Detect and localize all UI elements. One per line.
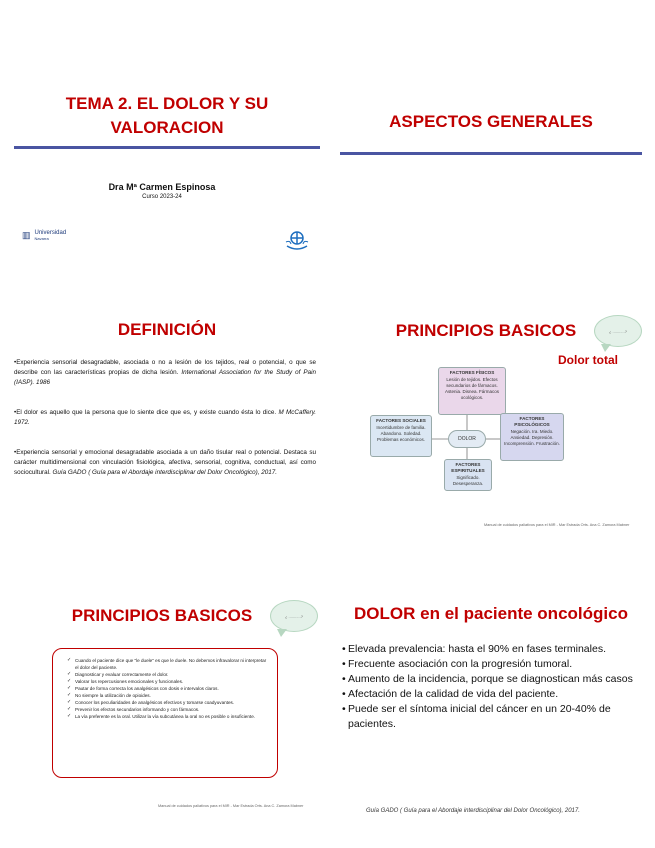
slide-2-title: ASPECTOS GENERALES	[389, 112, 593, 131]
slide-3	[12, 310, 322, 510]
bullet-item: • Elevada prevalencia: hasta el 90% en fases terminales.	[342, 642, 640, 657]
university-logo	[22, 230, 66, 241]
slide-1-title: TEMA 2. EL DOLOR Y SU VALORACION	[65, 94, 269, 137]
factor-fisicos: FACTORES FÍSICOS Lesión de tejidos. Efectos secundarios de fármacos. Astenia. Disnea. Fármacos ocológicos.	[438, 367, 506, 415]
nursing-crest-icon	[284, 228, 310, 252]
slide-2	[336, 80, 646, 270]
definition-3: •Experiencia sensorial y emocional desagradable asociada a un daño tisular real o potencial. Destaca su carácter multidimensional con vinculación fisiológica, afectiva, sensorial, cognitiva, conductual, así como sociocultural. Guía GADO ( Guía para el Abordaje interdisciplinar del Dolor Oncológico), 2017.	[14, 449, 316, 476]
slide-6-title: DOLOR en el paciente oncológico	[354, 604, 628, 623]
slide-5-title: PRINCIPIOS BASICOS	[71, 606, 253, 625]
checklist-item: ✓ Valorar los repercusiones emocionales y funcionales.	[67, 678, 267, 685]
slide-5-footnote: Manual de cuidados paliativos para el MIR - Mar Estrada Orts. Ana C. Zamora Mabner	[158, 804, 304, 808]
slide-5	[12, 590, 322, 820]
slide-6	[336, 590, 646, 830]
slide-4	[336, 305, 646, 535]
checklist-item: ✓ No siempre la utilización de opioides.	[67, 692, 267, 699]
factor-psicologicos: FACTORES PSICOLÓGICOS Negación. Ira. Miedo. Ansiedad. Depresión. Incomprensión. Frustración.	[500, 413, 564, 461]
oncology-bullets	[342, 642, 640, 732]
checklist-item: ✓ Cuando el paciente dice que "le duele" es que le duele. No debemos infravalorar ni interpretar el dolor del paciente.	[67, 657, 267, 671]
university-name: Universidad	[34, 230, 67, 236]
question-bubble: ¿ ...........?	[594, 315, 642, 347]
slide-4-title: PRINCIPIOS BASICOS	[395, 321, 577, 340]
factor-sociales: FACTORES SOCIALES Incertidumbre de familia. Abandono. Soledad. Problemas económicos.	[370, 415, 432, 457]
checklist-item: ✓ Conocer los peculiaridades de analgésicos efectivos y tomarse coadyuvantes.	[67, 699, 267, 706]
bullet-item: • Aumento de la incidencia, porque se diagnostican más casos	[342, 672, 640, 687]
author: Dra Mª Carmen Espinosa	[108, 182, 216, 192]
principles-checklist	[52, 648, 278, 778]
checklist-item: ✓ La vía preferente es la oral. Utilizar la vía subcutánea la oral no es posible o insuficiente.	[67, 713, 267, 720]
slide-6-source: Guía GADO ( Guía para el Abordaje interdisciplinar del Dolor Oncológico), 2017.	[366, 808, 580, 814]
slide-2-rule	[340, 152, 642, 155]
dolor-total-subtitle: Dolor total	[558, 353, 618, 367]
checklist-item: ✓ Diagnosticar y evaluar correctamente el dolor.	[67, 671, 267, 678]
dolor-center: DOLOR	[448, 430, 486, 448]
factor-espirituales: FACTORES ESPIRITUALES Significado. Desesperanza.	[444, 459, 492, 491]
slide-1-rule	[14, 146, 320, 149]
university-sub: Navarra	[34, 236, 49, 241]
definition-2: •El dolor es aquello que la persona que lo siente dice que es, y existe cuando ésta lo dice. M McCaffery. 1972.	[14, 409, 316, 426]
slide-4-footnote: Manual de cuidados paliativos para el MIR - Mar Estrada Orts. Ana C. Zamora Mabner	[484, 523, 630, 527]
question-bubble-2: ¿ ...........?	[270, 600, 318, 632]
bullet-item: • Afectación de la calidad de vida del paciente.	[342, 687, 640, 702]
checklist-item: ✓ Prevenir los efectos secundarios informando y con fármacos.	[67, 706, 267, 713]
course: Curso 2023-24	[142, 194, 182, 200]
slide-3-title: DEFINICIÓN	[117, 320, 217, 339]
definition-1: •Experiencia sensorial desagradable, asociada o no a lesión de los tejidos, real o potencial, o que se describe con las características propias de dicha lesión. International Association for the Study of Pain (IASP). 1986	[14, 359, 316, 386]
university-crest-icon: ▥	[22, 230, 31, 240]
checklist-item: ✓ Pautar de forma correcta los analgésicos con dosis e intervalos claros.	[67, 685, 267, 692]
slide-1	[12, 80, 322, 270]
bullet-item: • Puede ser el síntoma inicial del cáncer en un 20-40% de pacientes.	[342, 702, 640, 732]
bullet-item: • Frecuente asociación con la progresión tumoral.	[342, 657, 640, 672]
